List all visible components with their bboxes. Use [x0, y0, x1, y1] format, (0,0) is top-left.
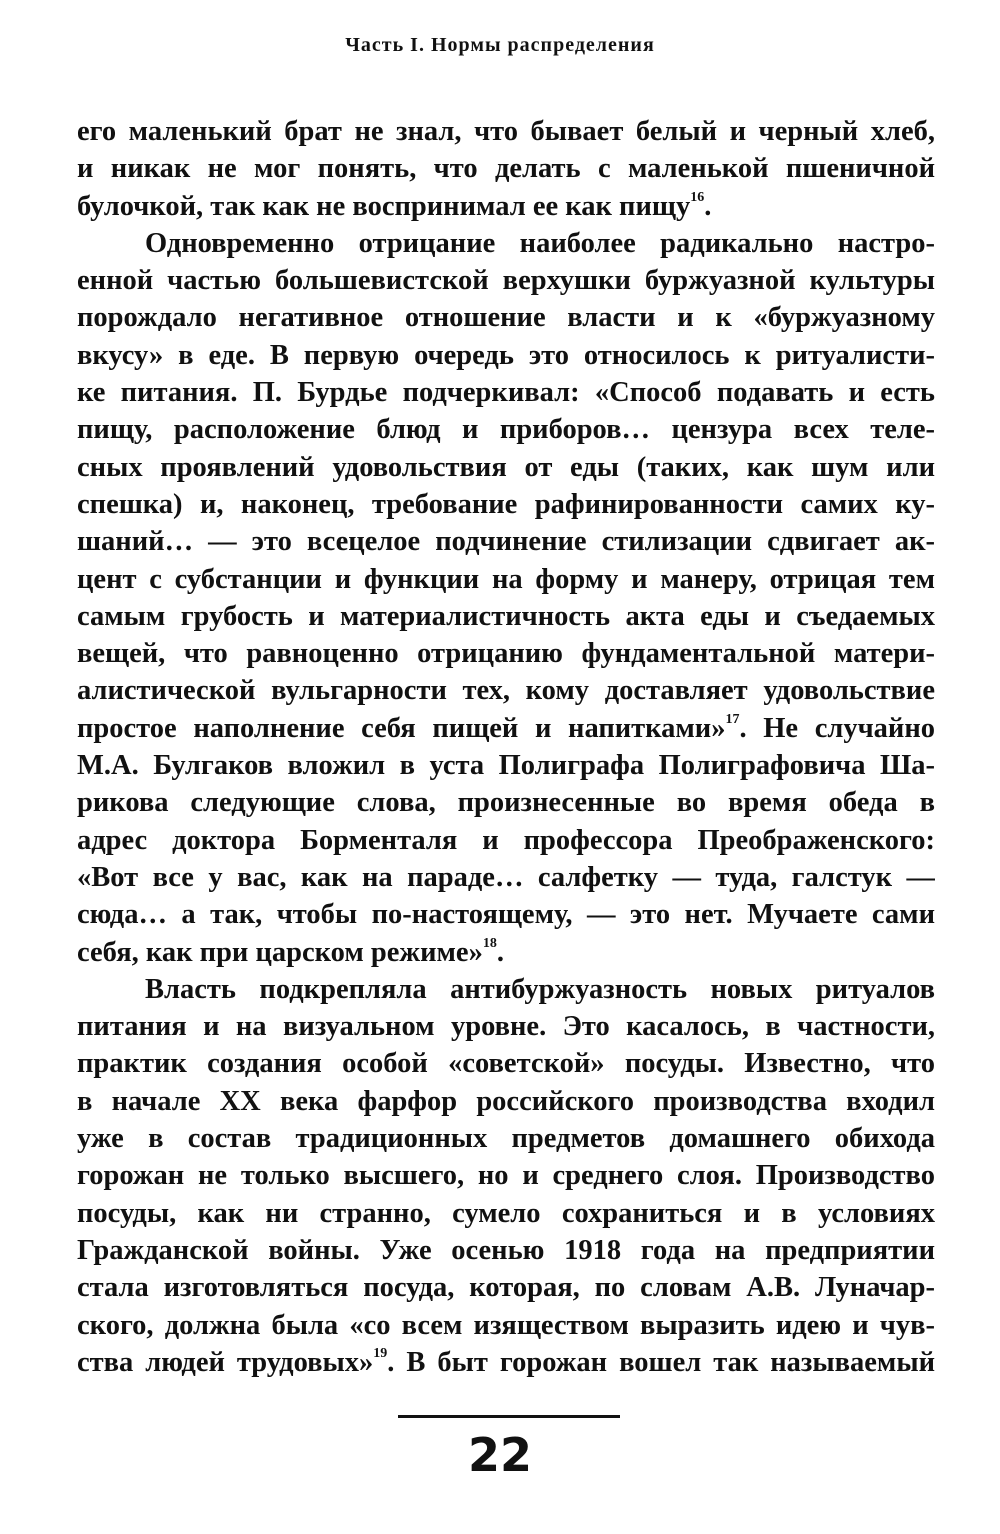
text-line: вещей, что равноценно отрицанию фундаментальной матери- [77, 638, 935, 670]
text-line: рикова следующие слова, произнесенные во время обеда в [77, 787, 935, 819]
text-line: «Вот все у вас, как на параде… салфетку — туда, галстук — [77, 861, 935, 893]
footnote-ref: 19 [373, 1345, 388, 1361]
text-line: М.А. Булгаков вложил в уста Полиграфа Полиграфовича Ша- [77, 750, 935, 782]
text-line: адрес доктора Борменталя и профессора Преображенского: [77, 824, 935, 856]
text-line: Одновременно отрицание наиболее радикально настро- [145, 227, 935, 259]
footnote-ref: 16 [690, 189, 705, 205]
footnote-ref: 17 [725, 711, 740, 727]
page-number: 22 [467, 1428, 532, 1482]
text-line: ства людей трудовых»$^{19}$. В быт горожан вошел так называемый [77, 1345, 935, 1378]
text-line: в начале XX века фарфор российского производства входил [77, 1085, 935, 1117]
text-line: булочкой, так как не воспринимал ее как пищу$^{16}$. [77, 189, 712, 222]
text-line: практик создания особой «советской» посуды. Известно, что [77, 1048, 935, 1080]
text-line: горожан не только высшего, но и среднего слоя. Производство [77, 1160, 935, 1192]
text-line: питания и на визуальном уровне. Это касалось, в частности, [77, 1011, 935, 1043]
text-line: самым грубость и материалистичность акта еды и съедаемых [77, 600, 935, 632]
text-line: порождало негативное отношение власти и к «буржуазному [77, 302, 935, 334]
text-line: посуды, как ни странно, сумело сохраниться и в условиях [77, 1197, 935, 1229]
text-line: енной частью большевистской верхушки буржуазной культуры [77, 265, 935, 297]
text-line: цент с субстанции и функции на форму и манеру, отрицая тем [77, 563, 935, 595]
text-line: Гражданской войны. Уже осенью 1918 года на предприятии [77, 1234, 935, 1266]
text-line: ке питания. П. Бурдье подчеркивал: «Способ подавать и есть [77, 377, 935, 409]
text-line: вкусу» в еде. В первую очередь это относилось к ритуалисти- [77, 339, 935, 371]
footer-rule [398, 1415, 620, 1418]
text-line: алистической вульгарности тех, кому доставляет удовольствие [77, 675, 935, 707]
text-line: пищу, расположение блюд и приборов… цензура всех теле- [77, 414, 935, 446]
text-line: Власть подкрепляла антибуржуазность новых ритуалов [145, 973, 935, 1005]
text-line: простое наполнение себя пищей и напитками»$^{17}$. Не случайно [77, 711, 935, 744]
text-line: себя, как при царском режиме»$^{18}$. [77, 935, 504, 968]
text-line: сных проявлений удовольствия от еды (таких, как шум или [77, 451, 935, 483]
body-text [77, 113, 935, 1381]
text-line: стала изготовляться посуда, которая, по словам А.В. Луначар- [77, 1272, 935, 1304]
text-line: ского, должна была «со всем изяществом выразить идею и чув- [77, 1309, 935, 1341]
text-line: сюда… а так, чтобы по-настоящему, — это нет. Мучаете сами [77, 899, 935, 931]
text-line: спешка) и, наконец, требование рафинированности самих ку- [77, 488, 935, 520]
text-line: и никак не мог понять, что делать с маленькой пшеничной [77, 153, 935, 185]
footnote-ref: 18 [482, 935, 497, 951]
text-line: его маленький брат не знал, что бывает белый и черный хлеб, [77, 116, 935, 147]
text-line: уже в состав традиционных предметов домашнего обихода [77, 1123, 935, 1155]
running-header: Часть I. Нормы распределения [345, 34, 655, 56]
text-line: шаний… — это всецелое подчинение стилизации сдвигает ак- [77, 526, 935, 558]
